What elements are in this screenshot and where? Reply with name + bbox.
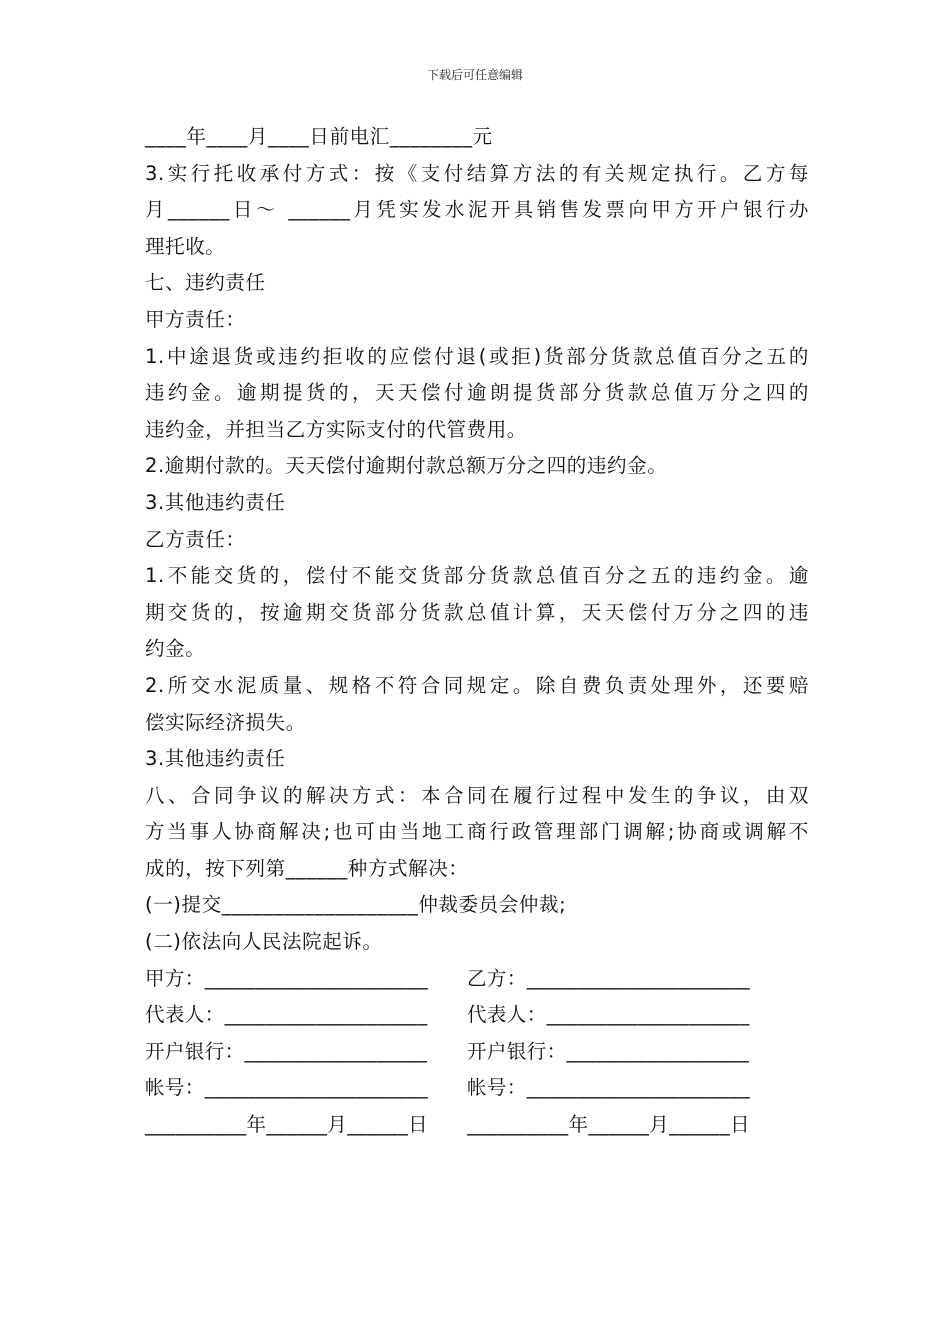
subsection-heading: 乙方责任： [145,527,246,551]
paragraph-line: 3.其他违约责任 [145,490,286,514]
paragraph-line: 期交货的，按逾期交货部分货款总值计算，天天偿付万分之四的违 [145,600,809,624]
bank-a-field: 开户银行：__________________ [145,1039,428,1063]
paragraph-line: 约金。 [145,637,206,661]
account-a-field: 帐号：______________________ [145,1076,428,1100]
date-a-field: __________年______月______日 [145,1113,428,1137]
document-body [145,119,809,1144]
signature-row-date [145,1107,809,1144]
signature-row-party [145,961,809,998]
signature-row-representative [145,997,809,1034]
section-heading: 八、合同争议的解决方式：本合同在履行过程中发生的争议，由双 [145,783,809,807]
paragraph-line: 违约金。逾期提货的，天天偿付逾朗提货部分货款总值万分之四的 [145,381,809,405]
section-heading: 七、违约责任 [145,271,266,295]
rep-b-field: 代表人：____________________ [467,1003,750,1027]
paragraph-line: ____年____月____日前电汇________元 [145,125,493,148]
subsection-heading: 甲方责任： [145,307,246,331]
party-b-field: 乙方：______________________ [467,966,750,990]
paragraph-line: 违约金，并担当乙方实际支付的代管费用。 [145,417,527,441]
rep-a-field: 代表人：____________________ [145,1003,428,1027]
party-a-field: 甲方：______________________ [145,966,428,990]
signature-row-account [145,1070,809,1107]
paragraph-line: 1.不能交货的，偿付不能交货部分货款总值百分之五的违约金。逾 [145,564,809,588]
paragraph-line: 3.实行托收承付方式：按《支付结算方法的有关规定执行。乙方每 [145,161,809,185]
paragraph-line: 理托收。 [145,234,226,258]
paragraph-line: 2.逾期付款的。天天偿付逾期付款总额万分之四的违约金。 [145,454,668,478]
paragraph-line: 偿实际经济损失。 [145,710,306,734]
bank-b-field: 开户银行：__________________ [467,1039,750,1063]
paragraph-line: 2.所交水泥质量、规格不符合同规定。除自费负责处理外，还要赔 [145,673,809,697]
paragraph-line: (二)依法向人民法院起诉。 [145,930,383,954]
date-b-field: __________年______月______日 [467,1113,750,1137]
page-header: 下载后可任意编辑 [426,68,523,82]
paragraph-line: 成的，按下列第______种方式解决： [145,856,469,880]
paragraph-line: 3.其他违约责任 [145,747,286,771]
paragraph-line: (一)提交___________________仲裁委员会仲裁; [145,893,567,917]
signature-row-bank [145,1034,809,1071]
paragraph-line: 方当事人协商解决;也可由当地工商行政管理部门调解;协商或调解不 [145,820,809,844]
paragraph-line: 1.中途退货或违约拒收的应偿付退(或拒)货部分货款总值百分之五的 [145,344,809,368]
account-b-field: 帐号：______________________ [467,1076,750,1100]
paragraph-line: 月______日～ ______月凭实发水泥开具销售发票向甲方开户银行办 [145,198,809,222]
